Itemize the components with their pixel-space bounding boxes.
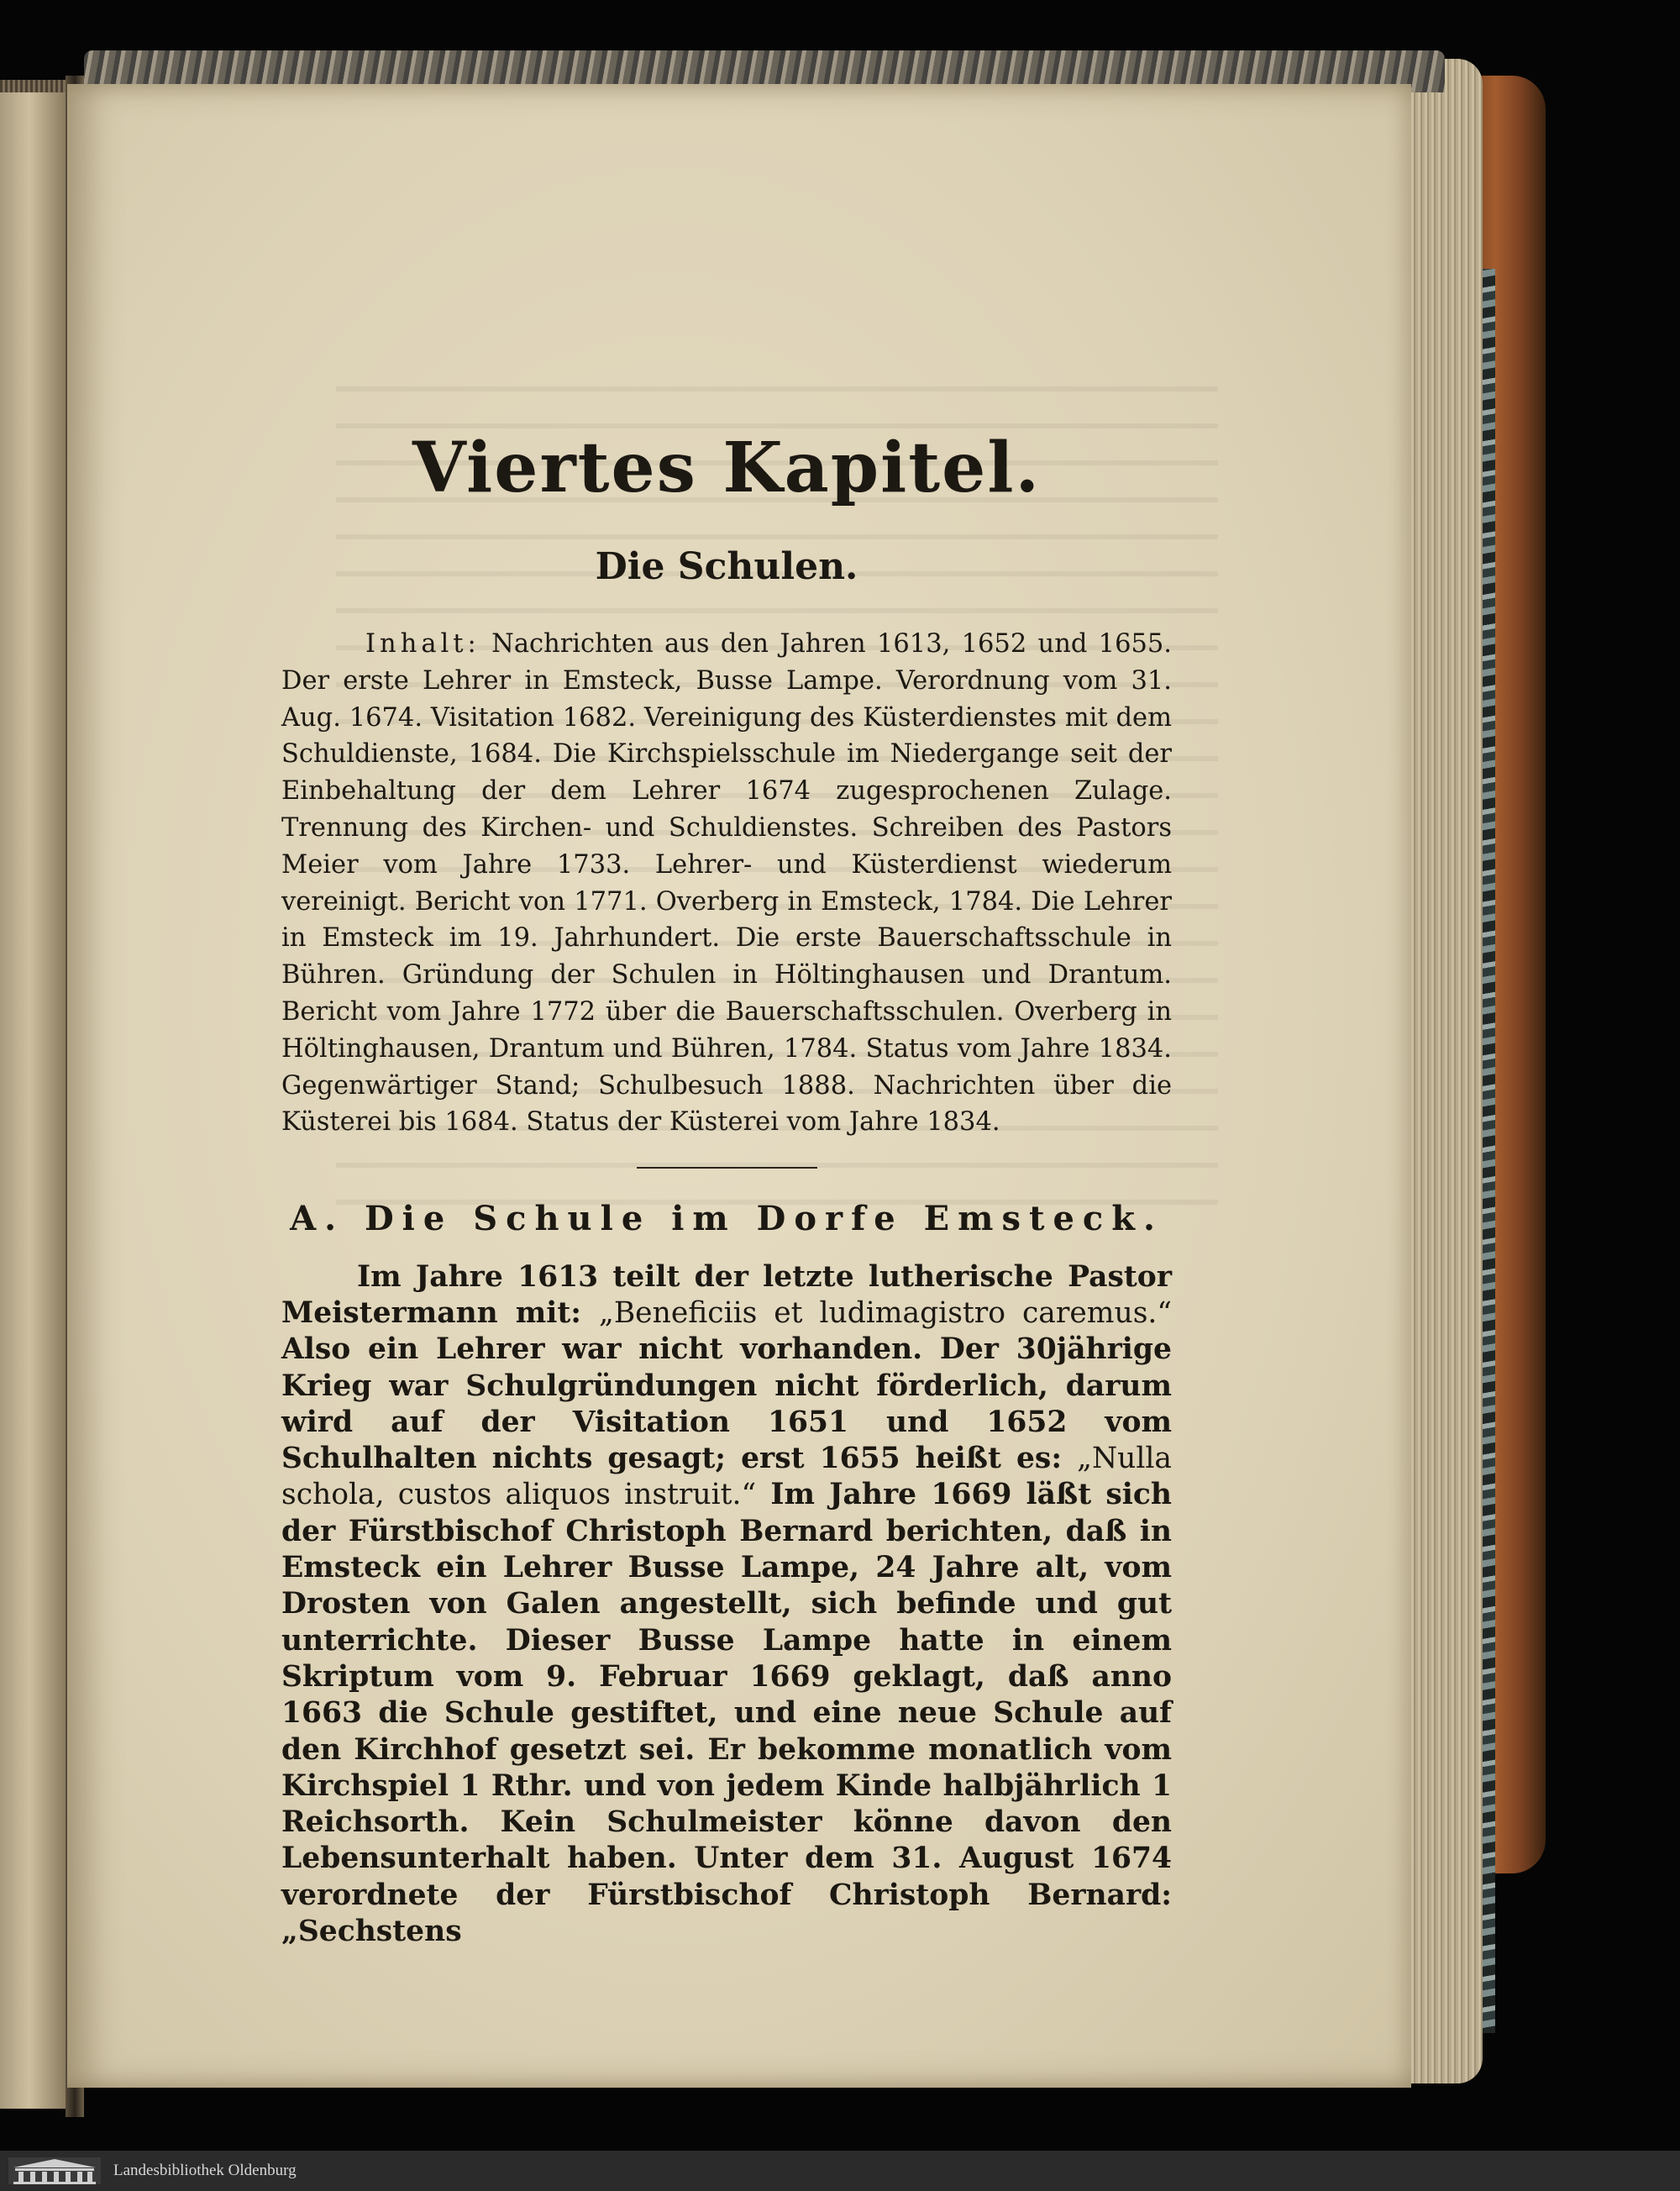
viewer-footer <box>0 2151 1680 2191</box>
body-text-part-1: Im Jahre 1613 teilt der letzte lutherische Pastor Meistermann mit: <box>281 1259 1172 1330</box>
chapter-summary <box>281 626 1172 1141</box>
chapter-title: Viertes Kapitel. <box>412 428 1042 508</box>
body-text-part-2: Also ein Lehrer war nicht vorhanden. Der 30jährige Krieg war Schulgründungen nicht förderlich, darum wird auf der Visitation 1651 und 1652 vom Schulhalten nichts gesagt; erst 1655 heißt es: <box>281 1332 1172 1476</box>
subsection-title: A. Die Schule im Dorfe Emsteck. <box>290 1198 1163 1238</box>
section-title: Die Schulen. <box>595 545 858 588</box>
latin-quote-2: „Nulla schola, custos aliquos instruit.“ <box>281 1442 1172 1512</box>
page-content <box>281 420 1172 1979</box>
summary-lead: Inhalt: <box>365 629 480 659</box>
left-page <box>0 92 66 2109</box>
library-logo-icon <box>8 2157 101 2184</box>
latin-quote-1: „Beneficiis et ludimagistro caremus.“ <box>598 1295 1172 1330</box>
section-divider <box>637 1167 817 1169</box>
library-name: Landesbibliothek Oldenburg <box>113 2162 297 2179</box>
body-text-part-3: Im Jahre 1669 läßt sich der Fürstbischof Christoph Bernard berichten, daß in Emsteck ein Lehrer Busse Lampe, 24 Jahre alt, vom Drosten von Galen angestellt, sich befinde und gut unterrichte. Dieser Busse Lampe hatte in einem Skriptum vom 9. Februar 1669 geklagt, daß anno 1663 die Schule gestiftet, und eine neue Schule auf den Kirchhof gesetzt sei. Er bekomme monatlich vom Kirchspiel 1 Rthr. und von jedem Kinde halbjährlich 1 Reichsorth. Kein Schulmeister könne davon den Lebensunterhalt haben. Unter dem 31. August 1674 verordnete der Fürstbischof Christoph Bernard: „Sechstens <box>281 1478 1172 1948</box>
body-paragraph <box>281 1259 1172 1951</box>
summary-text: Nachrichten aus den Jahren 1613, 1652 und 1655. Der erste Lehrer in Emsteck, Busse Lampe. Verordnung vom 31. Aug. 1674. Visitation 1682. Vereinigung des Küsterdienstes mit dem Schuldienste, 1684. Die Kirchspielsschule im Niedergange seit der Einbehaltung der dem Lehrer 1674 zugesprochenen Zulage. Trennung des Kirchen- und Schuldienstes. Schreiben des Pastors Meier vom Jahre 1733. Lehrer- und Küsterdienst wiederum vereinigt. Bericht von 1771. Overberg in Emsteck, 1784. Die Lehrer in Emsteck im 19. Jahrhundert. Die erste Bauerschaftsschule in Bühren. Gründung der Schulen in Höltinghausen und Drantum. Bericht vom Jahre 1772 über die Bauerschaftsschulen. Overberg in Höltinghausen, Drantum und Bühren, 1784. Status vom Jahre 1834. Gegenwärtiger Stand; Schulbesuch 1888. Nachrichten über die Küsterei bis 1684. Status der Küsterei vom Jahre 1834. <box>281 629 1172 1138</box>
